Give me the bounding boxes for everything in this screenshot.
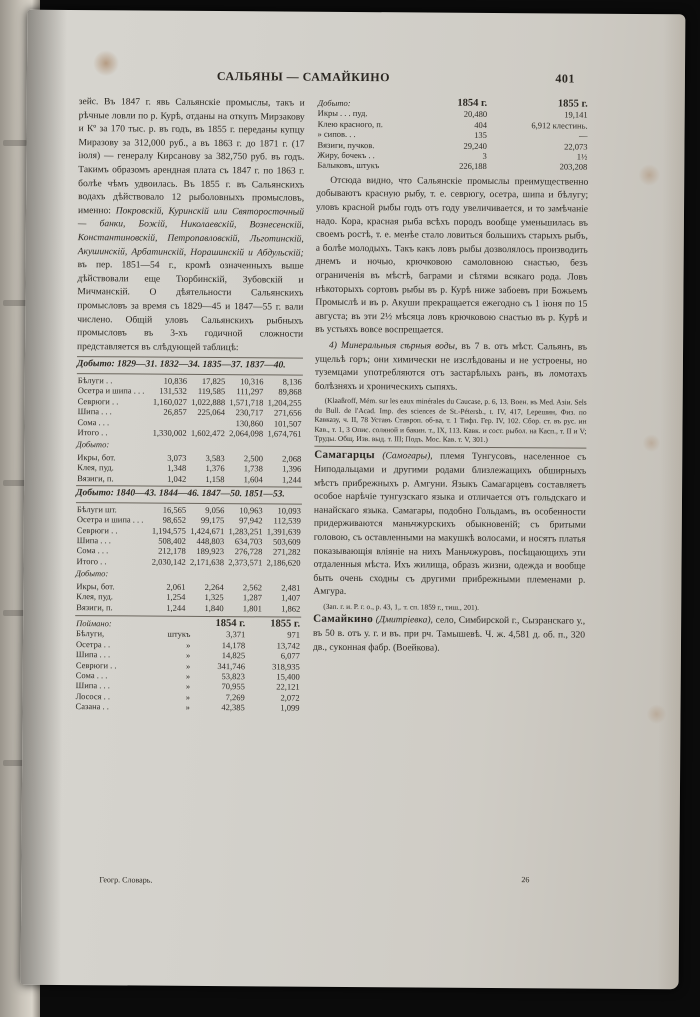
cell-value: 1,158 xyxy=(205,473,225,484)
paragraph-text: въ 7 в. отъ мѣст. Сальянъ, въ ущельѣ горъ; они химически не изслѣдованы и не устроены, но туземцами употребляются отъ застарѣлыхъ ранъ, въ ломотахъ болѣзняхъ и хроническихъ сыпяхъ. xyxy=(314,341,588,393)
cell-value: 1,604 xyxy=(243,473,263,485)
cell-value: 1,283,251 xyxy=(228,525,263,536)
products-table-1840-1853 xyxy=(75,581,301,614)
row-label: Бѣлуги, xyxy=(76,628,105,639)
cell-value: 1,325 xyxy=(204,592,224,603)
row-label: Сома . . . xyxy=(77,416,110,427)
table-row xyxy=(76,473,302,485)
cell-value: » xyxy=(185,660,191,671)
table-row xyxy=(77,406,303,418)
row-label: Осетра и шипа . . . xyxy=(77,385,145,396)
catch-table-1829-1840 xyxy=(76,375,302,439)
row-label: Жиру, бочекъ . . xyxy=(317,149,375,161)
cell-value: 2,061 xyxy=(166,581,186,592)
cell-value: 112,539 xyxy=(273,515,301,526)
cell-value: 16,565 xyxy=(162,504,187,515)
cell-value: 508,402 xyxy=(158,535,186,546)
cell-value: 8,136 xyxy=(282,376,302,387)
cell-value: 189,923 xyxy=(196,546,225,557)
cell-value: 2,068 xyxy=(282,453,302,464)
paragraph xyxy=(315,340,587,396)
cell-value: 98,652 xyxy=(162,514,187,525)
table-sub-label: Добыто: xyxy=(76,439,110,450)
cell-value: 29,240 xyxy=(463,140,487,151)
cell-value: 13,742 xyxy=(276,640,301,651)
headword: Самайкино xyxy=(313,613,374,626)
cell-value: 14,178 xyxy=(221,639,246,651)
cell-value: 448,803 xyxy=(196,535,225,547)
row-label: Клею красного, п. xyxy=(317,118,384,130)
row-label: Шипа . . . xyxy=(75,680,110,691)
cell-value: 22,121 xyxy=(276,681,300,693)
cell-value: 503,609 xyxy=(273,536,301,547)
running-head xyxy=(27,68,685,86)
cell-value: 1,801 xyxy=(242,602,262,613)
table-divider xyxy=(75,615,301,618)
row-label: Осетра . . xyxy=(75,638,111,650)
cell-value: 203,208 xyxy=(559,161,588,173)
cell-value: 17,825 xyxy=(201,375,226,386)
cell-value: 3 xyxy=(482,150,487,161)
headword: Самагарцы xyxy=(314,449,375,462)
cell-value: 226,188 xyxy=(459,161,487,172)
references: (Зап. г. и. Р. г. о., р. 43, 1,. т. сп. 1859 г., тиш., 201). xyxy=(323,601,480,612)
headword-note: (Дмитріевка), xyxy=(375,615,433,626)
cell-value: 341,746 xyxy=(217,660,246,671)
cell-value: 22,073 xyxy=(564,141,588,152)
spine-shadow xyxy=(21,10,68,985)
cell-value: 10,963 xyxy=(239,504,263,516)
products-table-1854-1855 xyxy=(316,98,589,173)
book-page xyxy=(21,10,686,990)
cell-value: » xyxy=(185,681,191,692)
cell-value: 225,064 xyxy=(197,407,226,418)
cell-value: 276,728 xyxy=(234,546,263,557)
row-label: Итого . . xyxy=(76,555,107,567)
cell-value: 1,396 xyxy=(282,463,302,474)
cell-value: 1,348 xyxy=(167,463,187,474)
cell-value: 6,912 клестинь. xyxy=(531,120,588,131)
foxing-stain xyxy=(642,434,660,452)
row-label: Вязиги, п. xyxy=(77,472,114,484)
cell-value: 230,717 xyxy=(235,407,264,418)
cell-value: 271,282 xyxy=(272,546,301,557)
row-label: Клея, пуд. xyxy=(77,462,114,473)
cell-value: 212,178 xyxy=(158,545,186,557)
paragraph: Отсюда видно, что Сальянскіе промыслы преимущественно добываютъ красную рыбу, т. е. севрюгу, осетра, шипа и бѣлугу; уловъ красной рыбы годъ отъ году увеличивается, и то замѣчаніе надо. Кора, красная рыба всѣхъ породъ вообще уменьшилась въ своемъ ростѣ, т. е. менѣе стало ловиться большихъ старыхъ рыбъ, а болѣе молодыхъ. Такъ какъ ловъ рыбы дозволялось производить днемъ и ночью, крючковою самоловною снастью, безъ ограниченія въ мѣстѣ, баграми и сѣтями всякаго рода. Ловъ нѣкоторыхъ сортовъ рыбы въ р. Курѣ ниже забоевъ при Божьемъ Промыслѣ и въ р. Акуши прекращается ежегодно съ 1 іюня по 15 августа; въ эти 2½ мѣсяца ловъ крючковою снастью въ р. Курѣ и въ устьяхъ вовсе воспрещается. xyxy=(315,175,589,337)
cell-value: 9,056 xyxy=(205,504,225,515)
row-label: Бѣлуги шт. xyxy=(76,503,117,515)
table-row xyxy=(316,160,588,172)
table-header-row xyxy=(75,618,301,630)
cell-value: 119,585 xyxy=(197,386,226,397)
row-label: Бѣлуги . . xyxy=(77,374,113,386)
article-samagartsy xyxy=(313,449,586,601)
cell-value: 1,042 xyxy=(167,473,187,484)
cell-value: 42,385 xyxy=(221,702,245,713)
headword-note: (Самогары), xyxy=(382,451,433,462)
mineral-waters-lead: 4) Минеральныя сѣрныя воды, xyxy=(329,340,458,352)
cell-value: 89,868 xyxy=(278,386,302,397)
row-label: Шипа . . . xyxy=(76,535,111,546)
cell-value: 1,204,255 xyxy=(267,397,302,408)
cell-value: 1½ xyxy=(576,151,588,162)
cell-value: 131,532 xyxy=(159,385,187,397)
row-label: Балыковъ, штукъ xyxy=(317,160,380,171)
cell-value: 7,269 xyxy=(225,691,245,703)
year-header: 1854 г. xyxy=(215,618,246,630)
cell-value: 10,093 xyxy=(277,505,301,516)
cell-value: 2,500 xyxy=(243,453,264,464)
table-row xyxy=(75,660,301,672)
cell-value: 26,857 xyxy=(163,406,187,417)
row-label: Севрюги . . xyxy=(75,659,117,670)
foxing-stain xyxy=(638,164,660,186)
cell-value: 1,287 xyxy=(242,592,263,603)
cell-value: 1,254 xyxy=(166,591,186,602)
cell-value: 318,935 xyxy=(272,661,300,672)
cell-value: 53,823 xyxy=(221,671,245,682)
cell-value: 10,316 xyxy=(240,376,264,387)
cell-value: 1,160,027 xyxy=(152,396,187,407)
cell-value: 2,171,638 xyxy=(189,556,225,567)
paragraph-text: въ пер. 1851—54 г., кромѣ означенныхъ выше дѣйствовали еще Тюрбинскій, Зубовскій и Мичманскій. О дѣятельности Сальянскихъ промысловъ за время съ 1829—45 и 1847—55 г. вали числено. Общій уловъ Сальянскихъ рыбныхъ промысловъ въ 3-хъ годичной сложности представляется въ слѣдующей таблицѣ: xyxy=(77,260,304,353)
cell-value: 1,330,002 xyxy=(152,427,187,438)
table-row xyxy=(75,701,301,713)
page-edge-shade xyxy=(657,14,686,989)
cell-value: 3,583 xyxy=(205,452,225,464)
row-label: Клея, пуд. xyxy=(76,591,113,602)
row-label: Лосося . . xyxy=(75,690,111,702)
running-head-title: САЛЬЯНЫ — САМАЙКИНО xyxy=(216,69,391,85)
cell-value: 2,186,620 xyxy=(266,557,301,568)
row-label: Вязиги, пучков. xyxy=(317,139,375,150)
row-label: Икры, бот. xyxy=(77,451,116,463)
cell-value: » xyxy=(185,702,190,713)
catch-table-1840-1853 xyxy=(76,504,302,568)
cell-value: 20,480 xyxy=(463,109,488,120)
cell-value: 1,674,761 xyxy=(267,428,302,439)
row-label: Вязиги, п. xyxy=(76,601,113,612)
row-label: Итого . . xyxy=(77,426,108,438)
cell-value: » xyxy=(185,670,191,681)
cell-value: 2,072 xyxy=(280,692,300,703)
cell-value: 10,836 xyxy=(163,375,188,386)
cell-value: 97,942 xyxy=(239,515,263,526)
cell-value: 1,738 xyxy=(243,463,263,474)
table-label: Поймано: xyxy=(76,618,112,629)
table-sub-label: Добыто: xyxy=(75,568,109,579)
row-label: Сома . . . xyxy=(76,545,109,556)
cell-value: 130,860 xyxy=(235,417,264,428)
row-label: » сипов. . . xyxy=(317,128,356,140)
cell-value: 101,507 xyxy=(273,417,302,429)
article-text: село, Симбирской г., Сызранскаго у., въ 50 в. отъ у. г. и въ. при рч. Тамышевѣ. Ч. ж. 4,581 д. об. п., 320 дв., суконная фабр. (Воейкова). xyxy=(312,615,586,654)
catch-table-1854-1855 xyxy=(75,618,302,713)
cell-value: 135 xyxy=(474,130,487,141)
year-header: 1855 г. xyxy=(270,618,301,630)
table-header: Добыто: 1829—31. 1832—34. 1835—37. 1837—40. xyxy=(77,356,303,375)
row-label: Икры, бот. xyxy=(76,580,115,592)
cell-value: 1,571,718 xyxy=(229,396,264,408)
cell-value: 1,407 xyxy=(281,592,301,603)
cell-value: 1,424,671 xyxy=(190,525,225,536)
cell-value: 2,064,098 xyxy=(229,428,264,439)
cell-value: — xyxy=(579,130,588,141)
paragraph xyxy=(77,96,305,356)
table-label: Добыто: xyxy=(317,97,351,108)
cell-value: 1,099 xyxy=(280,702,300,713)
table-row xyxy=(76,427,302,439)
foxing-stain xyxy=(646,704,666,724)
cell-value: 2,373,571 xyxy=(228,556,263,568)
cell-value: 15,400 xyxy=(276,671,300,682)
year-header: 1855 г. xyxy=(557,98,588,110)
cell-value: 19,141 xyxy=(564,109,588,121)
cell-value: 14,825 xyxy=(221,650,246,661)
cell-value: 99,175 xyxy=(200,515,225,526)
cell-value: 1,022,888 xyxy=(191,396,226,407)
article-text: племя Тунгусовъ, населенное съ Ниподальцами и другими родами близлежащихъ обширныхъ мѣстъ прибрежныхъ р. Амгуни. Языкъ Самагарцевъ составляетъ особое нарѣчіе тунгузскаго языка и отличается отъ гольдскаго и нанайскаго языка. Самагары, подобно Гольдамъ, въ особенности придерживаются маньчжурскихъ обыкновеній; съ бритыми головою, съ оставленными на макушкѣ волосами, и носятъ платья показывающія вліяніе на нихъ Маньчжуровъ, посѣщающихъ эти отдаленныя мѣста. Ихъ жилища, образъ жизни, одежда и вообще быть очень сходны съ другими прибрежными племенами р. Амгура. xyxy=(313,451,587,598)
paragraph-text: зейс. Въ 1847 г. явь Сальянскіе промыслы, такъ и рѣчные ловли по р. Курѣ, отданы на откупъ Мирзакову и Кº за 170 тыс. р. въ годъ, въ 1855 г. переданы купцу Миразову за 312,000 руб., а въ 1863 г. до 1871 г. (17 іюля) — генералу Кирсанову за 382,750 руб. въ годъ. Такимъ образомъ арендная плата съ 1847 г. по 1863 г. болѣе чѣмъ удвоилась. Въ 1855 г. въ Сальянскихъ водахъ дѣйствовало 12 рыболовныхъ промысловъ, именно: xyxy=(77,97,305,217)
row-label: Сома . . . xyxy=(75,670,108,681)
footer-signature: Геогр. Словарь. xyxy=(99,875,153,885)
table-row xyxy=(76,535,302,547)
cell-value: 1,602,472 xyxy=(190,427,225,439)
cell-value: 6,077 xyxy=(280,650,300,661)
products-table-1829-1840 xyxy=(76,452,302,485)
sheet-number: 26 xyxy=(521,875,530,885)
right-column xyxy=(313,98,589,659)
cell-value: 2,030,142 xyxy=(151,556,186,567)
cell-value: 271,656 xyxy=(273,407,302,418)
cell-value: 2,562 xyxy=(242,581,263,593)
row-label: Шипа . . . xyxy=(77,406,112,417)
cell-value: 1,194,575 xyxy=(151,525,186,536)
cell-value xyxy=(188,417,226,428)
cell-value: 1,391,639 xyxy=(266,525,301,537)
cell-value: 1,376 xyxy=(205,463,225,474)
cell-value: 634,703 xyxy=(234,536,263,547)
row-label: Шипа . . . xyxy=(75,649,111,660)
cell-value: » xyxy=(186,650,191,661)
page-number: 401 xyxy=(555,71,575,86)
cell-value: 2,264 xyxy=(204,581,224,592)
cell-value: » xyxy=(185,691,191,702)
article-samaikino xyxy=(313,613,585,657)
cell-value: 70,955 xyxy=(221,681,245,692)
cell-value: 2,481 xyxy=(281,582,301,593)
row-label: Севрюги . . xyxy=(77,395,119,407)
cell-value: 1,244 xyxy=(166,602,186,613)
cell-value: 1,862 xyxy=(281,603,301,614)
cell-value: 111,297 xyxy=(236,386,264,397)
year-header: 1854 г. xyxy=(457,97,488,109)
cell-value: 971 xyxy=(287,629,301,641)
cell-value: 404 xyxy=(474,119,488,130)
table-header: Добыто: 1840—43. 1844—46. 1847—50. 1851—53. xyxy=(76,485,302,504)
left-column xyxy=(75,96,305,713)
cell-value: 3,371 xyxy=(226,629,246,640)
table-row xyxy=(75,602,301,614)
foxing-stain xyxy=(93,50,119,76)
table-row xyxy=(76,556,302,568)
references: (Klaaßroff, Mém. sur les eaux minérales du Caucase, р. 6, 13. Воен. въ Мed. Aзіи. Sels du Bull. de l'Acad. Imp. des sciences de St.-Pétersb., t. IV, 417, Lepeшин, Физ. по Кавказу, ч. II, 78 Уставъ Ставроп. об-ва, т. 1 Тифл. Гер. IV, 102. Сбор. ст. въ рус. ин Кав., т. 1, 3 Опис. соляной и бакин. т., IX, 113. Кавк. и сост. рыбол. на Касп., т. II и V; Труды. Общ. Изв. выд. т. III; Подъ. Мос. Кав. т. V, 301.) xyxy=(314,396,587,444)
cell-value: » xyxy=(186,639,191,650)
cell-value xyxy=(149,417,187,428)
cell-value: 1,244 xyxy=(281,474,302,485)
row-label: Сазана . . xyxy=(75,701,109,712)
cell-value: 1,840 xyxy=(204,602,224,613)
row-label: Икры . . . пуд. xyxy=(317,108,368,119)
row-label: Осетра и шипа . . . xyxy=(76,514,144,525)
cell-value: 3,073 xyxy=(167,452,187,463)
cell-value: штукъ xyxy=(167,629,191,640)
fisheries-list: Покровскій, Куринскій или Святоросточный — банки, Божій, Николаевскій, Вознесенскій, Константиновскій, Петропавловскій, Льготинскій, Акушинскій, Арбатинскій, Норашинскій и Абдульскій; xyxy=(77,206,305,259)
row-label: Севрюги . . xyxy=(76,524,118,535)
